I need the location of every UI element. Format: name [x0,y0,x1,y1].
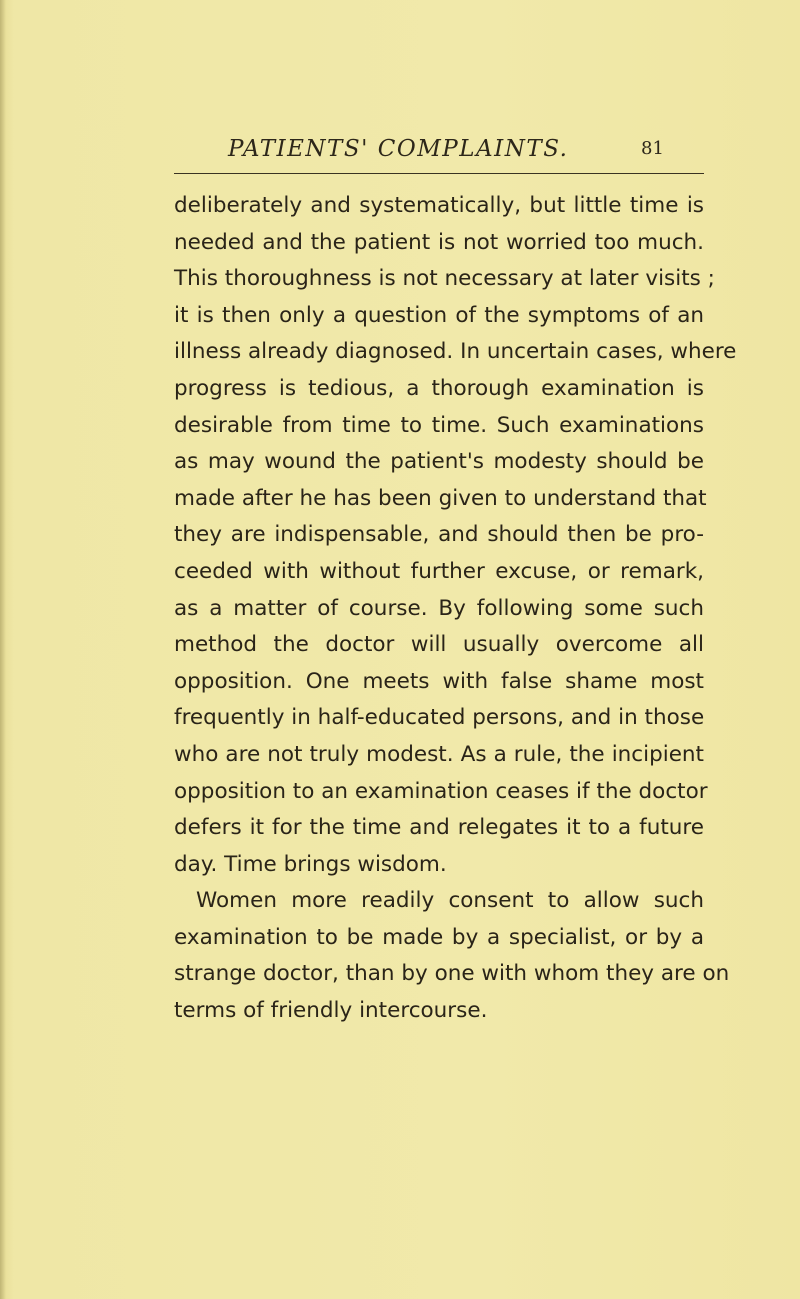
text-line: strange doctor, than by one with whom they are on [174,961,730,987]
text-line: ceeded with without further excuse, or remark, [174,558,704,584]
text-line: frequently in half-educated persons, and in those [174,705,705,731]
text-line: illness already diagnosed. In uncertain cases, where [174,339,737,365]
text-line: who are not truly modest. As a rule, the incipient [174,741,704,767]
text-line: opposition. One meets with false shame most [174,668,704,694]
body-text [174,188,737,1030]
text-line: desirable from time to time. Such examinations [174,412,704,438]
text-line: examination to be made by a specialist, or by a [174,924,704,950]
text-line: as may wound the patient's modesty should be [174,449,704,475]
page-number: 81 [641,138,664,159]
text-line: they are indispensable, and should then be pro- [174,522,704,548]
running-head [0,136,800,166]
text-line: This thoroughness is not necessary at later visits ; [174,266,715,292]
text-line: needed and the patient is not worried too much. [174,229,704,255]
text-line: as a matter of course. By following some such [174,595,704,621]
text-line: it is then only a question of the symptoms of an [174,302,704,328]
text-line: defers it for the time and relegates it to a future [174,815,704,841]
text-line: method the doctor will usually overcome all [174,632,704,658]
text-line: progress is tedious, a thorough examination is [174,375,704,401]
text-line: terms of friendly intercourse. [174,998,488,1024]
text-line: opposition to an examination ceases if the doctor [174,778,708,804]
text-line: day. Time brings wisdom. [174,851,447,877]
header-rule [174,173,704,174]
text-line: Women more readily consent to allow such [196,888,704,914]
text-line: made after he has been given to understand that [174,485,707,511]
running-title: PATIENTS' COMPLAINTS. [228,136,569,162]
text-line: deliberately and systematically, but little time is [174,193,704,218]
page-gutter-shadow [0,0,6,1299]
